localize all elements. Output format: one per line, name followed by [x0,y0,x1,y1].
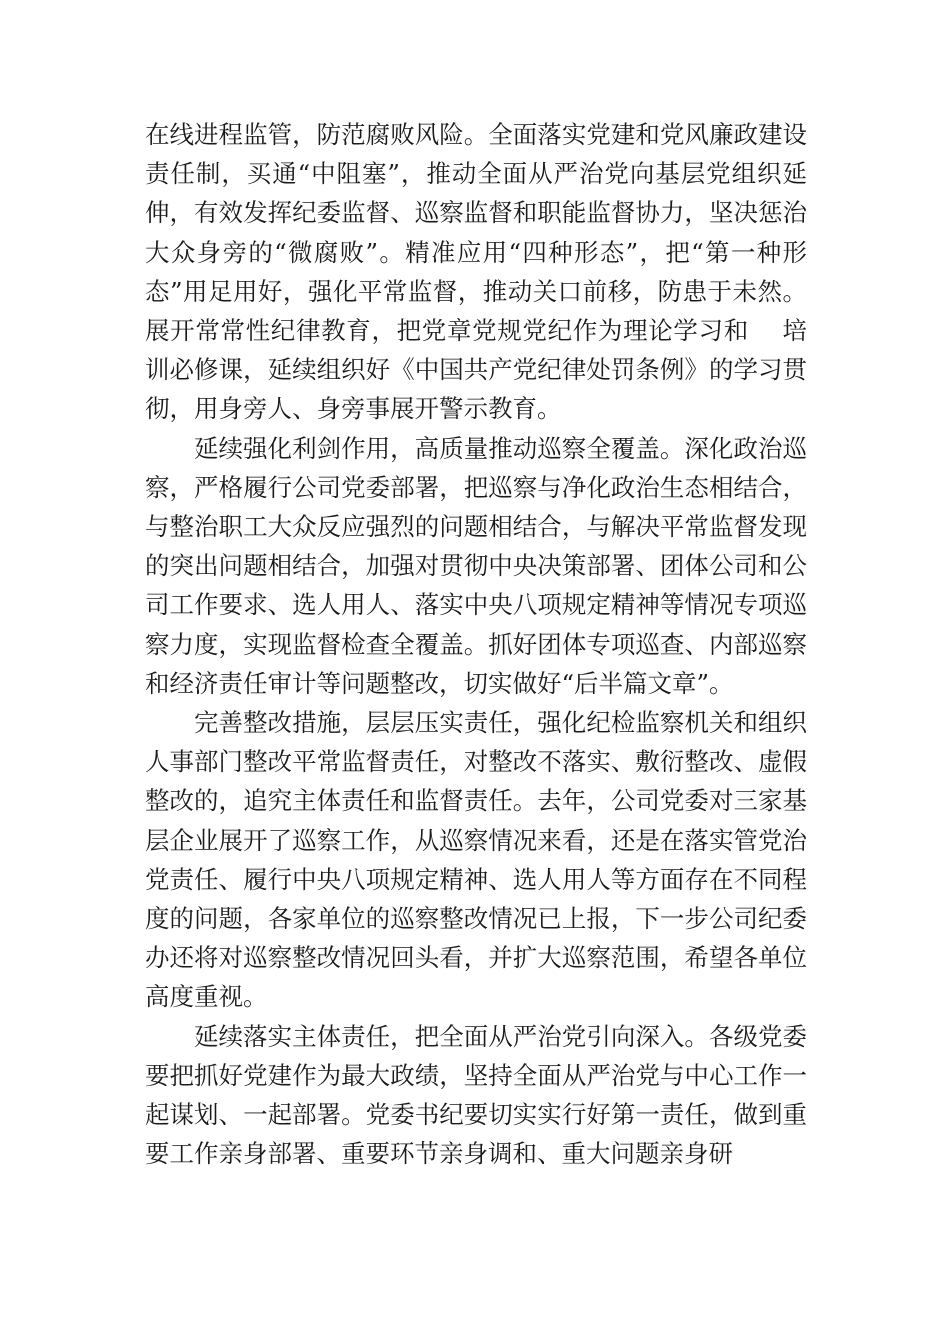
paragraph-rectification: 完善整改措施，层层压实责任，强化纪检监察机关和组织人事部门整改平常监督责任，对整改不落实、敷衍整改、虚假整改的，追究主体责任和监督责任。去年，公司党委对三家基层企业展开了巡察工作，从巡察情况来看，还是在落实管党治党责任、履行中央八项规定精神、选人用人等方面存在不同程度的问题，各家单位的巡察整改情况已上报，下一步公司纪委办还将对巡察整改情况回头看，并扩大巡察范围，希望各单位高度重视。 [145,708,807,1012]
paragraph-inspection: 延续强化利剑作用，高质量推动巡察全覆盖。深化政治巡察，严格履行公司党委部署，把巡察与净化政治生态相结合，与整治职工大众反应强烈的问题相结合，与解决平常监督发现的突出问题相结合，加强对贯彻中央决策部署、团体公司和公司工作要求、选人用人、落实中央八项规定精神等情况专项巡察力度，实现监督检查全覆盖。抓好团体专项巡查、内部巡察和经济责任审计等问题整改，切实做好“后半篇文章”。 [145,433,807,698]
paragraph-continuation: 在线进程监管，防范腐败风险。全面落实党建和党风廉政建设责任制，买通“中阻塞”，推动全面从严治党向基层党组织延伸，有效发挥纪委监督、巡察监督和职能监督协力，坚决惩治大众身旁的“微腐败”。精准应用“四种形态”，把“第一种形态”用足用好，强化平常监督，推动关口前移，防患于未然。展开常常性纪律教育，把党章党规党纪作为理论学习和 培训必修课，延续组织好《中国共产党纪律处罚条例》的学习贯彻，用身旁人、身旁事展开警示教育。 [145,120,807,424]
document-body [145,115,807,1173]
paragraph-responsibility: 延续落实主体责任，把全面从严治党引向深入。各级党委要把抓好党建作为最大政绩，坚持全面从严治党与中心工作一起谋划、一起部署。党委书纪要切实实行好第一责任，做到重要工作亲身部署、重要环节亲身调和、重大问题亲身研 [145,1021,807,1169]
